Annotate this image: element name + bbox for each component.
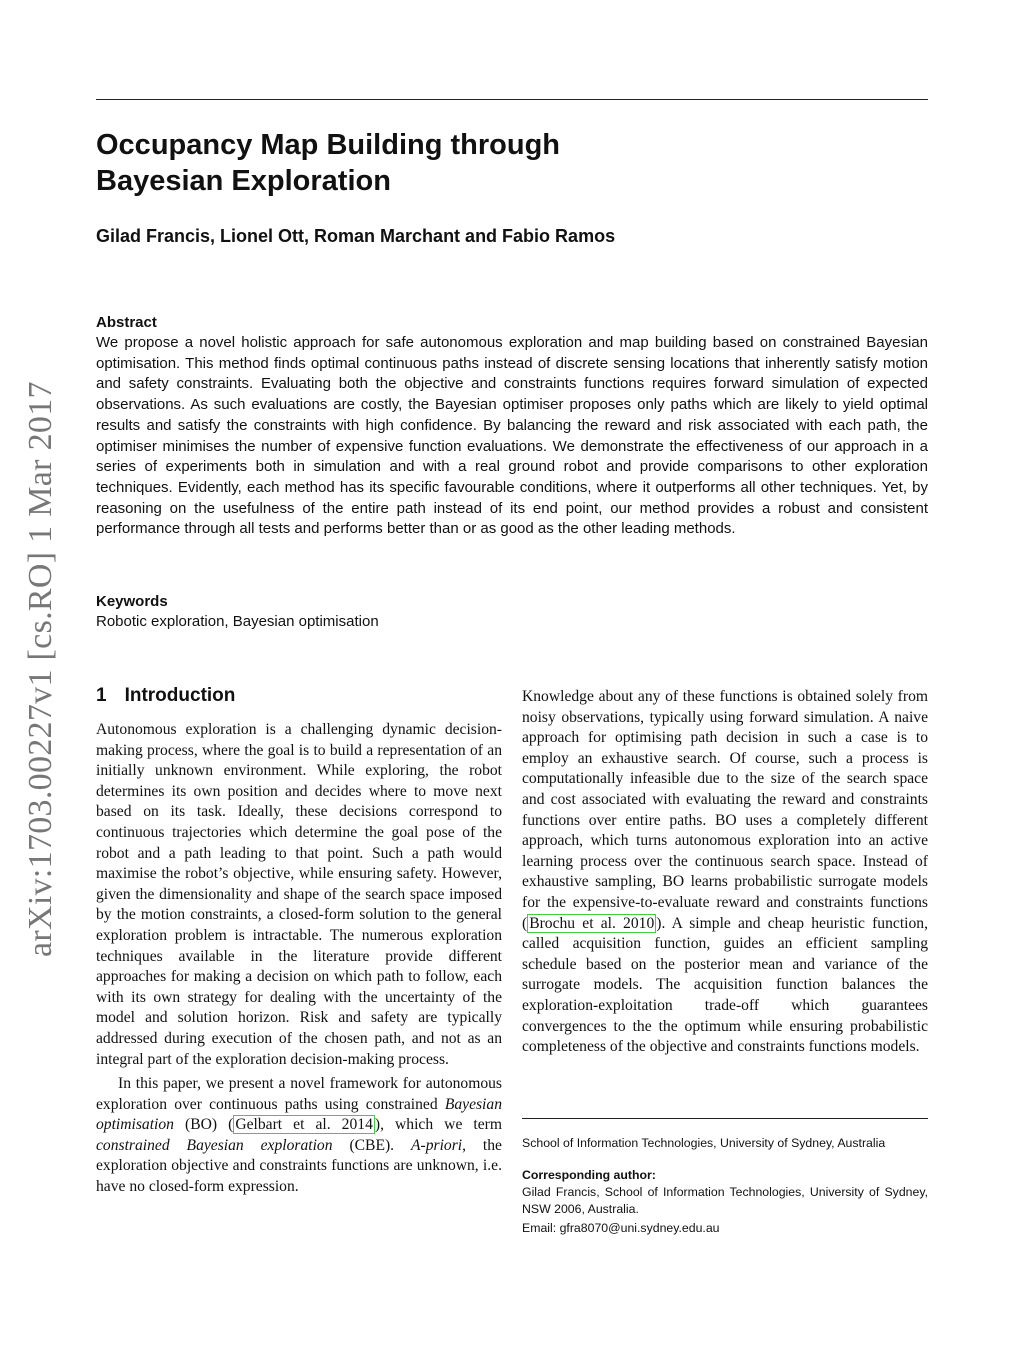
- top-rule: [96, 99, 928, 100]
- intro-paragraph-continued: Knowledge about any of these functions is obtained solely from noisy observations, typically using forward simulation. A naive approach for optimising path decision in such a case is to employ an exhaustive search. Of course, such a process is computationally infeasible due to the size of the search space and cost associated with evaluating the reward and constraints functions over entire paths. BO uses a completely different approach, which turns autonomous exploration into an active learning process over the continuous search space. Instead of exhaustive sampling, BO learns probabilistic surrogate models for the expensive-to-evaluate reward and constraints functions ( Brochu et al. 2010 ). A simple and cheap heuristic function, called acquisition function, guides an efficient sampling schedule based on the posterior mean and variance of the surrogate models. The acquisition function balances the exploration-exploitation trade-off which guarantees convergences to the the optimum while ensuring probabilistic completeness of the objective and constraints functions models.: [522, 688, 928, 1056]
- corresponding-author-email: Email: gfra8070@uni.sydney.edu.au: [522, 1221, 720, 1235]
- title-line-2: Bayesian Exploration: [96, 165, 391, 197]
- footnote-rule: [522, 1118, 928, 1119]
- section-number: 1: [96, 685, 107, 706]
- abstract-text: We propose a novel holistic approach for safe autonomous exploration and map building based on constrained Bayesian optimisation. This method finds optimal continuous paths instead of discrete sensing locations that inherently satisfy motion and safety constraints. Evaluating both the objective and constraints functions requires forward simulation of expected observations. As such evaluations are costly, the Bayesian optimiser proposes only paths which are likely to yield optimal results and satisfy the constraints with high confidence. By balancing the reward and risk associated with each path, the optimiser minimises the number of expensive function evaluations. We demonstrate the effectiveness of our approach in a series of experiments both in simulation and with a real ground robot and provide comparisons to other exploration techniques. Evidently, each method has its specific favourable conditions, where it outperforms all other techniques. Yet, by reasoning on the usefulness of the entire path instead of its end point, our method provides a robust and consistent performance through all tests and performs better than or as good as the other leading methods.: [96, 334, 928, 538]
- section-heading-introduction: [96, 685, 235, 707]
- title-line-1: Occupancy Map Building through: [96, 129, 560, 161]
- intro-paragraph-1: Autonomous exploration is a challenging dynamic decision-making process, where the goal is to build a representation of an initially unknown environment. While exploring, the robot determines its own position and decides where to move next based on its task. Ideally, these decisions correspond to continuous trajectories which determine the goal pose of the robot and a path leading to that point. Such a path would maximise the robot’s objective, while ensuring safety. However, given the dimensionality and shape of the search space imposed by the motion constraints, a closed-form solution to the general exploration problem is intractable. The numerous exploration techniques available in the literature provide different approaches for making a decision on which path to follow, each with its own strategy for dealing with the uncertainty of the model and solution horizon. Risk and safety are typically addressed during execution of the chosen path, and not as an integral part of the exploration decision-making process.: [96, 721, 502, 1068]
- author-list: Gilad Francis, Lionel Ott, Roman Marchant and Fabio Ramos: [96, 226, 616, 246]
- intro-paragraph-2: In this paper, we present a novel framework for autonomous exploration over continuous paths using constrained Bayesian optimisation (BO) ( Gelbart et al. 2014 ), which we term constrained Bayesian exploration (CBE). A-priori, the exploration objective and constraints functions are unknown, i.e. have no closed-form expression.: [96, 1075, 502, 1196]
- footnote-affiliation: School of Information Technologies, University of Sydney, Australia: [522, 1136, 886, 1150]
- corresponding-author-heading: Corresponding author:: [522, 1168, 656, 1182]
- arxiv-stamp: arXiv:1703.00227v1 [cs.RO] 1 Mar 2017: [22, 381, 59, 957]
- corresponding-author-details: Gilad Francis, School of Information Technologies, University of Sydney, NSW 2006, Australia.: [522, 1185, 928, 1216]
- section-title: Introduction: [124, 685, 236, 706]
- keywords-text: Robotic exploration, Bayesian optimisation: [96, 613, 379, 630]
- keywords-heading: Keywords: [96, 593, 168, 610]
- paper-title: [96, 127, 816, 199]
- abstract-heading: Abstract: [96, 314, 157, 331]
- citation-link-brochu[interactable]: Brochu et al. 2010: [529, 914, 655, 932]
- left-column: [96, 720, 502, 1198]
- citation-link-gelbart[interactable]: Gelbart et al. 2014: [235, 1116, 373, 1134]
- right-column: [522, 687, 928, 1058]
